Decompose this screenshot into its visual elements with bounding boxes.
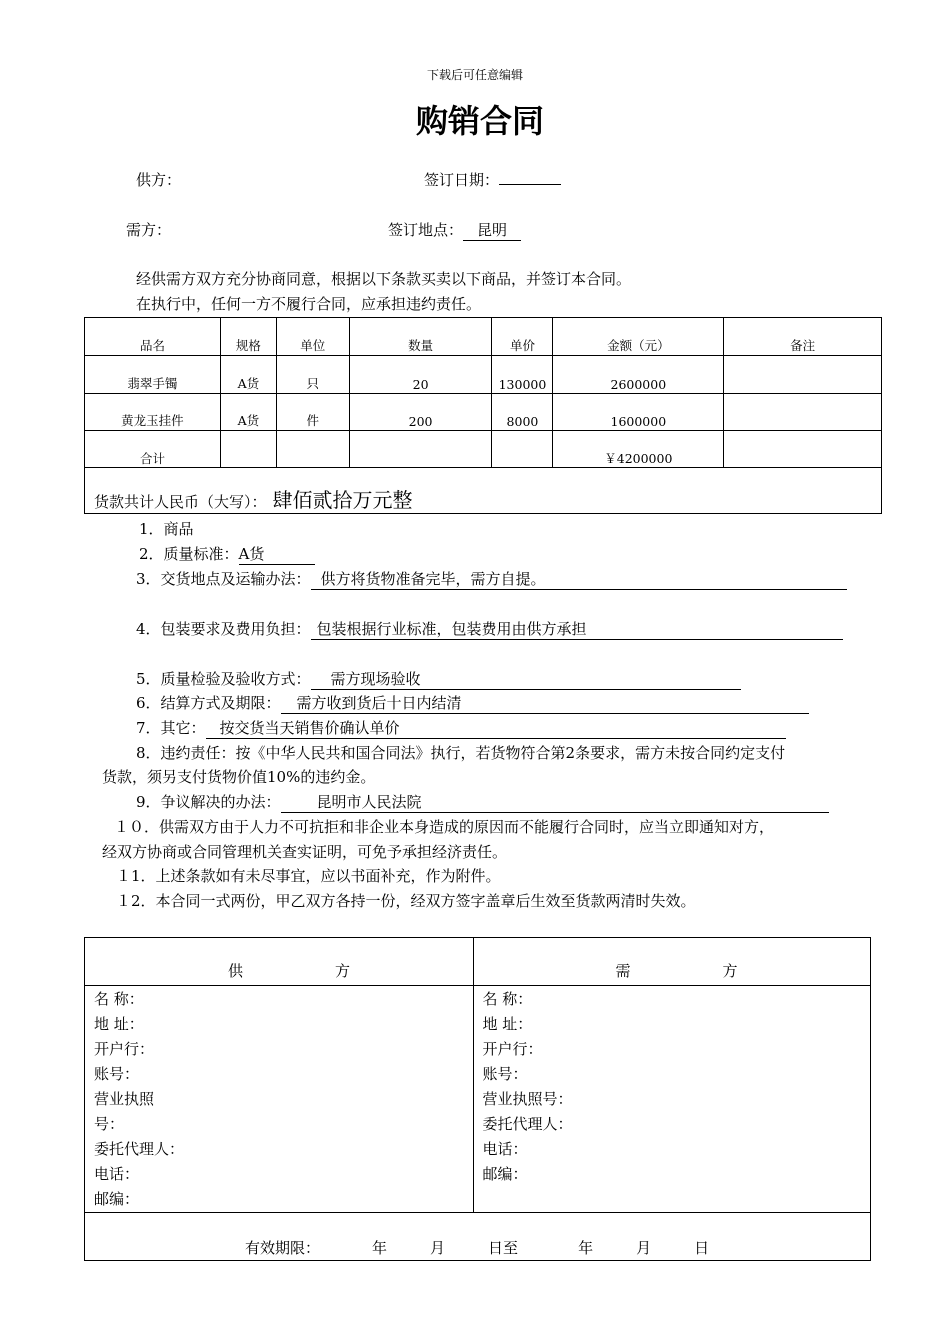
intro-line-1: 经供需方双方充分协商同意，根据以下条款买卖以下商品，并签订本合同。 bbox=[136, 270, 632, 288]
clause-5 bbox=[136, 668, 741, 690]
cell-empty bbox=[220, 431, 276, 468]
cell-empty bbox=[276, 431, 349, 468]
cell-empty bbox=[349, 431, 492, 468]
supplier-license-field: 营业执照 bbox=[94, 1090, 155, 1108]
buyer-label: 需方： bbox=[126, 221, 172, 239]
validity-month-2: 月 bbox=[636, 1239, 652, 1257]
clause-8-line-2: 货款，须另支付货物价值10%的违约金。 bbox=[102, 768, 376, 786]
supplier-phone-field: 电话： bbox=[94, 1165, 140, 1183]
validity-period bbox=[85, 1213, 871, 1261]
buyer-heading-a: 需 bbox=[615, 962, 631, 980]
sign-date bbox=[424, 169, 561, 190]
intro-line-2: 在执行中，任何一方不履行合同，应承担违约责任。 bbox=[136, 295, 482, 313]
clause-10-line-2: 经双方协商或合同管理机关查实证明，可免予承担经济责任。 bbox=[102, 843, 508, 861]
clause-1: 1．商品 bbox=[139, 520, 194, 538]
buyer-bank-field: 开户行： bbox=[482, 1040, 543, 1058]
cell-price: 130000 bbox=[492, 356, 553, 394]
clause-5-value: 需方现场验收 bbox=[311, 668, 741, 690]
supplier-bank-field: 开户行： bbox=[94, 1040, 155, 1058]
validity-label: 有效期限： bbox=[245, 1239, 321, 1257]
header-price: 单价 bbox=[492, 318, 553, 356]
buyer-name-field: 名 称： bbox=[482, 990, 533, 1008]
page-title: 购销合同 bbox=[415, 102, 544, 140]
sign-date-blank bbox=[499, 172, 561, 185]
supplier-account-field: 账号： bbox=[94, 1065, 140, 1083]
clause-6-label: 6．结算方式及期限： bbox=[136, 694, 281, 712]
validity-day-2: 日 bbox=[694, 1239, 710, 1257]
supplier-label: 供方： bbox=[136, 171, 182, 189]
total-words-value: 肆佰贰拾万元整 bbox=[272, 488, 413, 512]
clause-10-line-1: １０．供需双方由于人力不可抗拒和非企业本身造成的原因而不能履行合同时，应当立即通知对方， bbox=[114, 818, 775, 836]
clause-2 bbox=[139, 543, 315, 565]
cell-empty bbox=[492, 431, 553, 468]
parties-header-row bbox=[85, 938, 871, 986]
sign-date-label: 签订日期： bbox=[424, 171, 500, 189]
parties-fields-row bbox=[85, 986, 871, 1213]
table-total-row bbox=[85, 431, 882, 468]
cell-unit: 只 bbox=[276, 356, 349, 394]
table-header-row bbox=[85, 318, 882, 356]
goods-table bbox=[84, 317, 882, 514]
validity-day-to: 日至 bbox=[488, 1239, 519, 1257]
clause-7 bbox=[136, 717, 786, 739]
sign-place bbox=[388, 219, 521, 241]
clause-4-value: 包装根据行业标准，包装费用由供方承担 bbox=[311, 618, 843, 640]
cell-remark bbox=[724, 356, 882, 394]
buyer-agent-field: 委托代理人： bbox=[482, 1115, 573, 1133]
clause-5-label: 5．质量检验及验收方式： bbox=[136, 670, 311, 688]
supplier-heading bbox=[85, 938, 474, 986]
clause-3-value: 供方将货物准备完毕，需方自提。 bbox=[311, 568, 847, 590]
header-amount: 金额（元） bbox=[553, 318, 724, 356]
total-words-label: 货款共计人民币（大写）： bbox=[94, 493, 267, 511]
buyer-license-field: 营业执照号： bbox=[482, 1090, 573, 1108]
table-row bbox=[85, 356, 882, 394]
sign-place-label: 签订地点： bbox=[388, 221, 464, 239]
cell-price: 8000 bbox=[492, 394, 553, 431]
cell-spec: A货 bbox=[220, 356, 276, 394]
cell-unit: 件 bbox=[276, 394, 349, 431]
supplier-postcode-field: 邮编： bbox=[94, 1190, 140, 1208]
clause-2-value: A货 bbox=[239, 543, 315, 565]
clause-2-label: 2．质量标准： bbox=[139, 545, 239, 563]
buyer-heading bbox=[473, 938, 871, 986]
cell-name: 黄龙玉挂件 bbox=[85, 394, 221, 431]
clause-3 bbox=[136, 568, 847, 590]
clause-7-label: 7．其它： bbox=[136, 719, 206, 737]
cell-name: 翡翠手镯 bbox=[85, 356, 221, 394]
header-note: 下载后可任意编辑 bbox=[426, 68, 523, 82]
clause-4 bbox=[136, 618, 843, 640]
parties-table bbox=[84, 937, 871, 1261]
buyer-account-field: 账号： bbox=[482, 1065, 528, 1083]
buyer-phone-field: 电话： bbox=[482, 1140, 528, 1158]
validity-year-2: 年 bbox=[578, 1239, 594, 1257]
header-remark: 备注 bbox=[724, 318, 882, 356]
clause-9 bbox=[136, 791, 829, 813]
cell-remark bbox=[724, 394, 882, 431]
clause-9-value: 昆明市人民法院 bbox=[281, 791, 829, 813]
cell-total-label: 合计 bbox=[85, 431, 221, 468]
clause-6 bbox=[136, 692, 809, 714]
clause-3-label: 3．交货地点及运输办法： bbox=[136, 570, 311, 588]
clause-8-line-1: 8．违约责任：按《中华人民共和国合同法》执行，若货物符合第2条要求，需方未按合同约定支付 bbox=[136, 744, 786, 762]
header-spec: 规格 bbox=[220, 318, 276, 356]
supplier-name-field: 名 称： bbox=[94, 990, 144, 1008]
total-in-words bbox=[85, 468, 882, 514]
clause-6-value: 需方收到货后十日内结清 bbox=[281, 692, 809, 714]
buyer-heading-b: 方 bbox=[722, 962, 738, 980]
buyer-postcode-field: 邮编： bbox=[482, 1165, 528, 1183]
cell-total-amount: ￥4200000 bbox=[553, 431, 724, 468]
header-name: 品名 bbox=[85, 318, 221, 356]
cell-amount: 1600000 bbox=[553, 394, 724, 431]
cell-spec: A货 bbox=[220, 394, 276, 431]
clause-9-label: 9．争议解决的办法： bbox=[136, 793, 281, 811]
clause-4-label: 4．包装要求及费用负担： bbox=[136, 620, 311, 638]
validity-row bbox=[85, 1213, 871, 1261]
supplier-license-field-cont: 号： bbox=[94, 1115, 125, 1133]
cell-empty bbox=[724, 431, 882, 468]
sign-place-value: 昆明 bbox=[463, 219, 521, 241]
supplier-address-field: 地 址： bbox=[94, 1015, 144, 1033]
supplier-fields bbox=[85, 986, 474, 1213]
table-sum-row bbox=[85, 468, 882, 514]
buyer-fields bbox=[473, 986, 871, 1213]
header-qty: 数量 bbox=[349, 318, 492, 356]
clause-11: １1．上述条款如有未尽事宜，应以书面补充，作为附件。 bbox=[116, 867, 501, 885]
validity-year-1: 年 bbox=[372, 1239, 388, 1257]
table-row bbox=[85, 394, 882, 431]
supplier-heading-a: 供 bbox=[228, 962, 244, 980]
buyer-address-field: 地 址： bbox=[482, 1015, 533, 1033]
supplier-heading-b: 方 bbox=[335, 962, 351, 980]
clause-12: １2．本合同一式两份，甲乙双方各持一份，经双方签字盖章后生效至货款两清时失效。 bbox=[116, 892, 696, 910]
supplier-agent-field: 委托代理人： bbox=[94, 1140, 185, 1158]
validity-month-1: 月 bbox=[430, 1239, 446, 1257]
cell-qty: 200 bbox=[349, 394, 492, 431]
cell-amount: 2600000 bbox=[553, 356, 724, 394]
clause-7-value: 按交货当天销售价确认单价 bbox=[206, 717, 786, 739]
cell-qty: 20 bbox=[349, 356, 492, 394]
header-unit: 单位 bbox=[276, 318, 349, 356]
